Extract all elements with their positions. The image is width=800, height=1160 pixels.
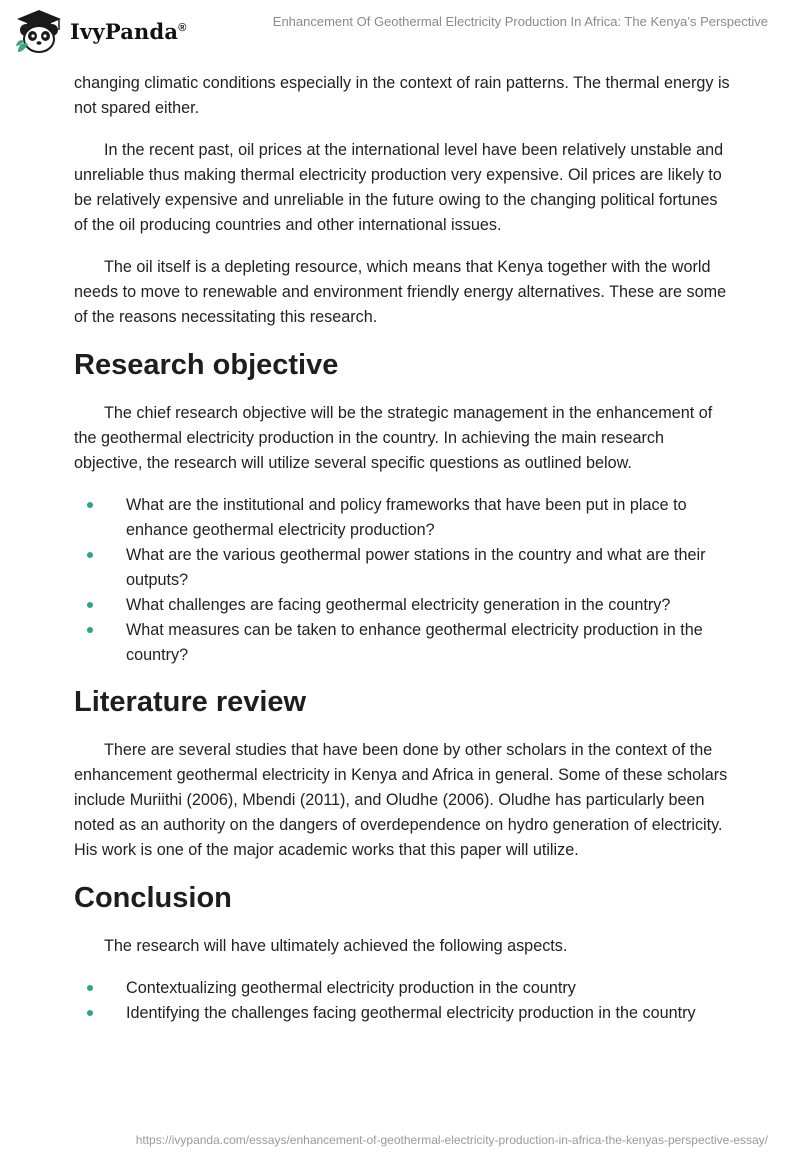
- bullet-icon: [87, 502, 93, 508]
- panda-graduate-icon: [14, 8, 64, 54]
- bullet-icon: [87, 602, 93, 608]
- section-heading-literature-review: Literature review: [74, 686, 307, 718]
- list-item: What measures can be taken to enhance geothermal electricity production in the country?: [74, 618, 734, 668]
- page-header: [0, 0, 800, 66]
- bullet-icon: [87, 985, 93, 991]
- paragraph: The research will have ultimately achieved the following aspects.: [104, 937, 568, 955]
- conclusion-list: [74, 976, 734, 1026]
- section-heading-research-objective: Research objective: [74, 349, 339, 381]
- list-item: Contextualizing geothermal electricity production in the country: [74, 976, 734, 1001]
- document-title: Enhancement Of Geothermal Electricity Production In Africa: The Kenya’s Perspective: [272, 14, 768, 29]
- list-item: What challenges are facing geothermal electricity generation in the country?: [74, 593, 734, 618]
- paragraph: The chief research objective will be the strategic management in the enhancement of the geothermal electricity production in the country. In achieving the main research objective, the research will utilize several specific questions as outlined below.: [74, 404, 713, 472]
- site-logo[interactable]: [14, 8, 187, 54]
- section-heading-conclusion: Conclusion: [74, 882, 232, 914]
- research-questions-list: [74, 493, 734, 668]
- paragraph: In the recent past, oil prices at the international level have been relatively unstable and unreliable thus making thermal electricity production very expensive. Oil prices are likely to be relatively expensive and unreliable in the future owing to the changing political fortunes of the oil producing countries and other international issues.: [74, 141, 724, 234]
- list-item: Identifying the challenges facing geothermal electricity production in the country: [74, 1001, 734, 1026]
- bullet-icon: [87, 627, 93, 633]
- essay-body: [74, 71, 734, 1042]
- bullet-icon: [87, 552, 93, 558]
- source-url-link[interactable]: https://ivypanda.com/essays/enhancement-of-geothermal-electricity-production-in-africa-the-kenyas-perspective-essay/: [135, 1133, 768, 1147]
- paragraph: The oil itself is a depleting resource, which means that Kenya together with the world needs to move to renewable and environment friendly energy alternatives. These are some of the reasons necessitating this research.: [74, 258, 727, 326]
- paragraph: changing climatic conditions especially in the context of rain patterns. The thermal energy is not spared either.: [74, 74, 730, 117]
- bullet-icon: [87, 1010, 93, 1016]
- list-item: What are the various geothermal power stations in the country and what are their outputs?: [74, 543, 734, 593]
- list-item: What are the institutional and policy frameworks that have been put in place to enhance geothermal electricity production?: [74, 493, 734, 543]
- logo-wordmark: IvyPanda®: [70, 18, 187, 44]
- paragraph: There are several studies that have been done by other scholars in the context of the enhancement geothermal electricity in Kenya and Africa in general. Some of these scholars include Muriithi (2006), Mbendi (2011), and Oludhe (2006). Oludhe has particularly been noted as an authority on the dangers of overdependence on hydro generation of electricity. His work is one of the major academic works that this paper will utilize.: [74, 741, 728, 859]
